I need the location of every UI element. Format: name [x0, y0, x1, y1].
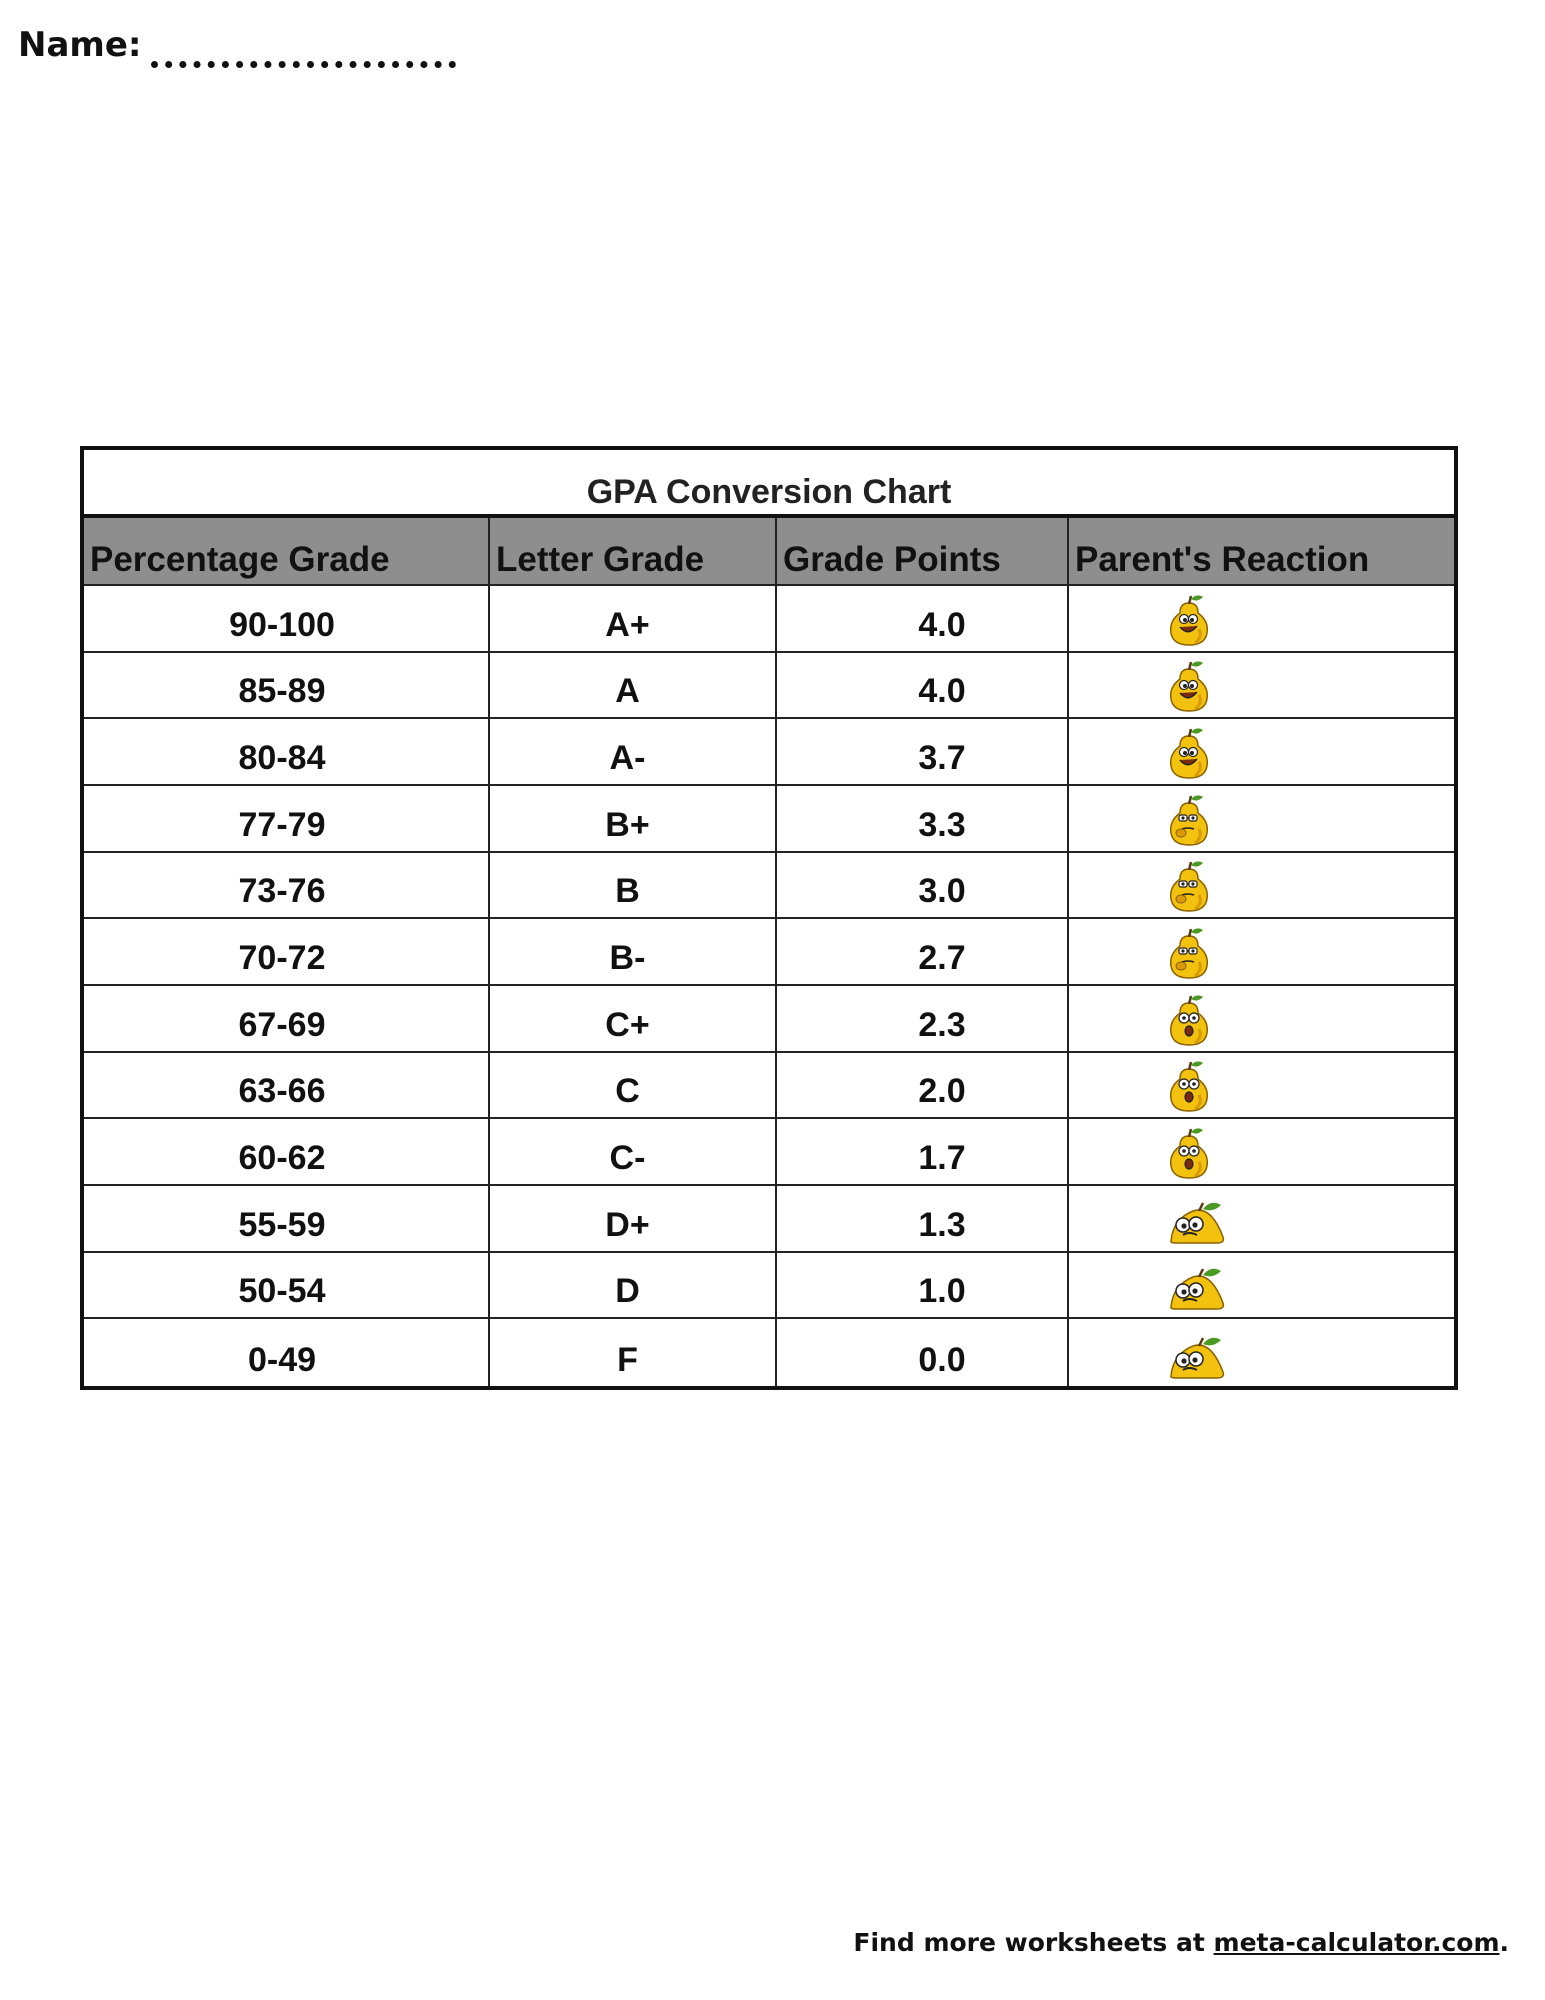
- cell-letter-grade: A+: [490, 586, 777, 653]
- cell-percentage-grade: 60-62: [84, 1119, 490, 1186]
- cell-parent-reaction: [1069, 786, 1454, 853]
- cell-letter-grade: A: [490, 653, 777, 720]
- cell-letter-grade: C-: [490, 1119, 777, 1186]
- cell-letter-grade: F: [490, 1319, 777, 1386]
- footer-credit: [853, 1928, 1509, 1957]
- cell-grade-points: 1.3: [777, 1186, 1069, 1253]
- cell-grade-points: 2.3: [777, 986, 1069, 1053]
- column-header-points: Grade Points: [777, 518, 1069, 586]
- name-label: Name:: [18, 25, 142, 65]
- column-header-reaction: Parent's Reaction: [1069, 518, 1454, 586]
- column-header-percentage: Percentage Grade: [84, 518, 490, 586]
- name-block: [18, 20, 456, 70]
- cell-letter-grade: C+: [490, 986, 777, 1053]
- cell-parent-reaction: [1069, 586, 1454, 653]
- cell-percentage-grade: 55-59: [84, 1186, 490, 1253]
- table-title: GPA Conversion Chart: [84, 450, 1454, 518]
- cell-letter-grade: B-: [490, 919, 777, 986]
- cell-parent-reaction: [1069, 1253, 1454, 1320]
- cell-grade-points: 0.0: [777, 1319, 1069, 1386]
- thinking-pear-icon: [1167, 793, 1211, 847]
- thinking-pear-icon: [1167, 859, 1211, 913]
- fallen-pear-icon: [1167, 1263, 1229, 1313]
- thinking-pear-icon: [1167, 926, 1211, 980]
- cell-grade-points: 2.7: [777, 919, 1069, 986]
- cell-parent-reaction: [1069, 853, 1454, 920]
- cell-parent-reaction: [1069, 1053, 1454, 1120]
- cell-parent-reaction: [1069, 986, 1454, 1053]
- cell-letter-grade: D+: [490, 1186, 777, 1253]
- cell-grade-points: 1.0: [777, 1253, 1069, 1320]
- cell-percentage-grade: 0-49: [84, 1319, 490, 1386]
- cell-parent-reaction: [1069, 653, 1454, 720]
- cell-percentage-grade: 77-79: [84, 786, 490, 853]
- cell-letter-grade: D: [490, 1253, 777, 1320]
- shocked-pear-icon: [1167, 1059, 1211, 1113]
- cell-grade-points: 3.7: [777, 719, 1069, 786]
- cell-percentage-grade: 90-100: [84, 586, 490, 653]
- cell-percentage-grade: 80-84: [84, 719, 490, 786]
- happy-pear-icon: [1167, 726, 1211, 780]
- cell-parent-reaction: [1069, 1319, 1454, 1386]
- shocked-pear-icon: [1167, 993, 1211, 1047]
- cell-parent-reaction: [1069, 1119, 1454, 1186]
- cell-parent-reaction: [1069, 919, 1454, 986]
- cell-percentage-grade: 73-76: [84, 853, 490, 920]
- name-fill-line[interactable]: [151, 61, 456, 68]
- cell-percentage-grade: 50-54: [84, 1253, 490, 1320]
- footer-prefix: Find more worksheets at: [853, 1928, 1214, 1957]
- cell-grade-points: 1.7: [777, 1119, 1069, 1186]
- footer-link[interactable]: meta-calculator.com: [1213, 1928, 1500, 1957]
- cell-letter-grade: B: [490, 853, 777, 920]
- cell-letter-grade: A-: [490, 719, 777, 786]
- cell-percentage-grade: 85-89: [84, 653, 490, 720]
- cell-parent-reaction: [1069, 719, 1454, 786]
- column-header-letter: Letter Grade: [490, 518, 777, 586]
- cell-letter-grade: B+: [490, 786, 777, 853]
- cell-grade-points: 4.0: [777, 653, 1069, 720]
- cell-percentage-grade: 67-69: [84, 986, 490, 1053]
- cell-grade-points: 3.3: [777, 786, 1069, 853]
- shocked-pear-icon: [1167, 1126, 1211, 1180]
- cell-parent-reaction: [1069, 1186, 1454, 1253]
- cell-letter-grade: C: [490, 1053, 777, 1120]
- cell-grade-points: 3.0: [777, 853, 1069, 920]
- gpa-conversion-table: [80, 446, 1458, 1390]
- happy-pear-icon: [1167, 593, 1211, 647]
- cell-percentage-grade: 70-72: [84, 919, 490, 986]
- cell-percentage-grade: 63-66: [84, 1053, 490, 1120]
- cell-grade-points: 4.0: [777, 586, 1069, 653]
- fallen-pear-icon: [1167, 1332, 1229, 1382]
- footer-suffix: .: [1499, 1928, 1509, 1957]
- fallen-pear-icon: [1167, 1197, 1229, 1247]
- happy-pear-icon: [1167, 659, 1211, 713]
- cell-grade-points: 2.0: [777, 1053, 1069, 1120]
